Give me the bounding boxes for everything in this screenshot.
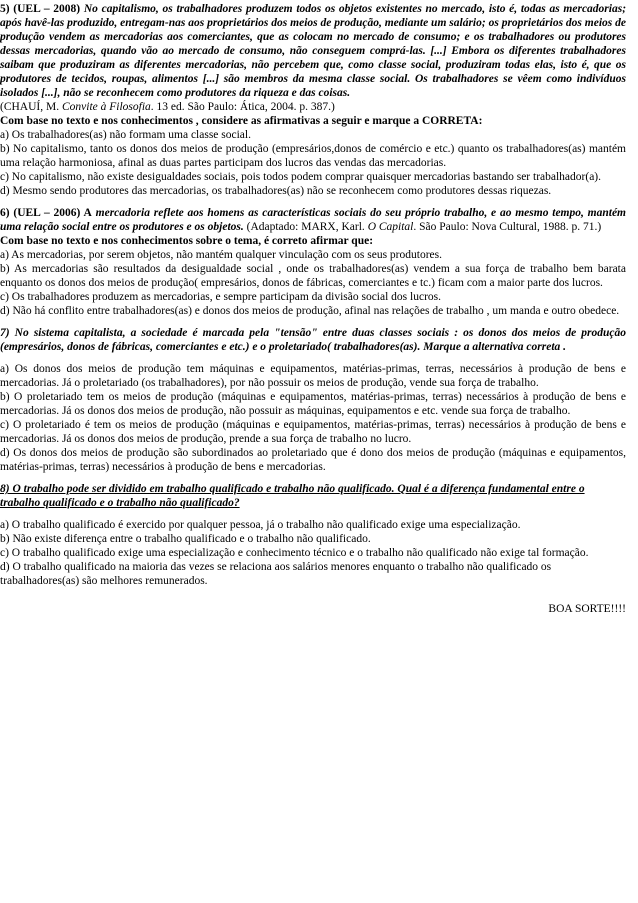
q6-instruction: Com base no texto e nos conhecimentos sobre o tema, é correto afirmar que: [0,235,374,247]
q7-statement: 7) No sistema capitalista, a sociedade é marcada pela "tensão" entre duas classes sociais : os donos dos meios de produção (empresários, donos de fábricas, comerciantes e etc.) e o proletariado( trabalhadores(as). Marque a alternativa correta . [0,327,626,353]
q8-statement: 8) O trabalho pode ser dividido em trabalho qualificado e trabalho não qualificado. Qual é a diferença fundamental entre o trabalho qualificado e o trabalho não qualificado? [0,483,585,509]
q7-option-d: d) Os donos dos meios de produção são subordinados ao proletariado que é dono dos meios de produção (máquinas e equipamentos, matérias-primas, terras) necessários à produção de bens e mercadorias. [0,447,626,473]
q8-option-b: b) Não existe diferença entre o trabalho qualificado e o trabalho não qualificado. [0,533,371,545]
q7-option-c: c) O proletariado é tem os meios de produção (máquinas e equipamentos, matérias-primas, terras) necessários à produção de bens e mercadorias. Já os donos dos meios de produção, prende a sua força de trabalho no lucro. [0,419,626,445]
q7-option-a: a) Os donos dos meios de produção tem máquinas e equipamentos, matérias-primas, terras, necessários à produção de bens e mercadorias. Já o proletariado (os trabalhadores), por não possuir os meios de produção, vende sua força de trabalho. [0,363,626,389]
q6-option-b: b) As mercadorias são resultados da desigualdade social , onde os trabalhadores(as) vendem a sua força de trabalho bem barata enquanto os donos dos meios de produção( empresários, donos de fábricas, comerciantes e tc.) ficam com a maior parte dos lucros. [0,263,626,289]
q5-option-d: d) Mesmo sendo produtores das mercadorias, os trabalhadores(as) não se reconhecem como produtores dessas riquezas. [0,185,552,197]
q6-option-c: c) Os trabalhadores produzem as mercadorias, e sempre participam da divisão social dos lucros. [0,291,441,303]
q5-citation: (CHAUÍ, M. Convite à Filosofia. 13 ed. São Paulo: Ática, 2004. p. 387.) [0,101,335,113]
q6-option-a: a) As mercadorias, por serem objetos, não mantém qualquer vinculação com os seus produtores. [0,249,442,261]
q7-option-b: b) O proletariado tem os meios de produção (máquinas e equipamentos, matérias-primas, terras) necessários à produção de bens e mercadorias. Já os donos dos meios de produção, não possuir as máquinas, equipamentos e etc. vende sua força de trabalho. [0,391,626,417]
closing-message: BOA SORTE!!!! [548,603,626,615]
q8-option-a: a) O trabalho qualificado é exercido por qualquer pessoa, já o trabalho não qualificado exige uma especialização. [0,519,521,531]
q5-option-c: c) No capitalismo, não existe desigualdades sociais, pois todos podem comprar quaisquer mercadorias bastando ser trabalhador(a). [0,171,602,183]
q8-option-d: d) O trabalho qualificado na maioria das vezes se relaciona aos salários menores enquanto o trabalho não qualificado os trabalhadores(as) são melhores remunerados. [0,561,552,587]
question-6 [0,206,626,318]
q6-statement: 6) (UEL – 2006) A mercadoria reflete aos homens as características sociais do seu próprio trabalho, e ao mesmo tempo, mantém uma relação social entre os produtores e os objetos. (Adaptado: MARX, Karl. O Capital. São Paulo: Nova Cultural, 1988. p. 71.) [0,207,627,233]
q6-option-d: d) Não há conflito entre trabalhadores(as) e donos dos meios de produção, afinal nas relações de trabalho , um manda e outro obedece. [0,305,620,317]
q5-option-a: a) Os trabalhadores(as) não formam uma classe social. [0,129,251,141]
q5-instruction: Com base no texto e nos conhecimentos , considere as afirmativas a seguir e marque a CORRETA: [0,115,483,127]
q5-statement: 5) (UEL – 2008) No capitalismo, os trabalhadores produzem todos os objetos existentes no mercado, isto é, todas as mercadorias; após havê-las produzido, entregam-nas aos proprietários dos meios de produção, mediante um salário; os proprietários dos meios de produção vendem as mercadorias aos comerciantes, que as colocam no mercado de consumo; e os trabalhadores ou produtores dessas mercadorias, quando vão ao mercado de consumo, não conseguem comprá-las. [...] Embora os diferentes trabalhadores saibam que produziram as diferentes mercadorias, não percebem que, como classe social, produziram todas elas, isto é, que os produtores de tecidos, roupas, alimentos [...] são membros da mesma classe social. Os trabalhadores se vêem como indivíduos isolados [...], não se reconhecem como produtores da riqueza e das coisas. [0,3,627,99]
q5-option-b: b) No capitalismo, tanto os donos dos meios de produção (empresários,donos de comércio e etc.) quanto os trabalhadores(as) mantém uma relação harmoniosa, afinal as duas partes participam dos lucros das vendas das mercadorias. [0,143,626,169]
question-8 [0,482,626,588]
question-7 [0,326,626,474]
question-5 [0,2,626,198]
q8-option-c: c) O trabalho qualificado exige uma especialização e conhecimento técnico e o trabalho não qualificado não exige tal formação. [0,547,589,559]
